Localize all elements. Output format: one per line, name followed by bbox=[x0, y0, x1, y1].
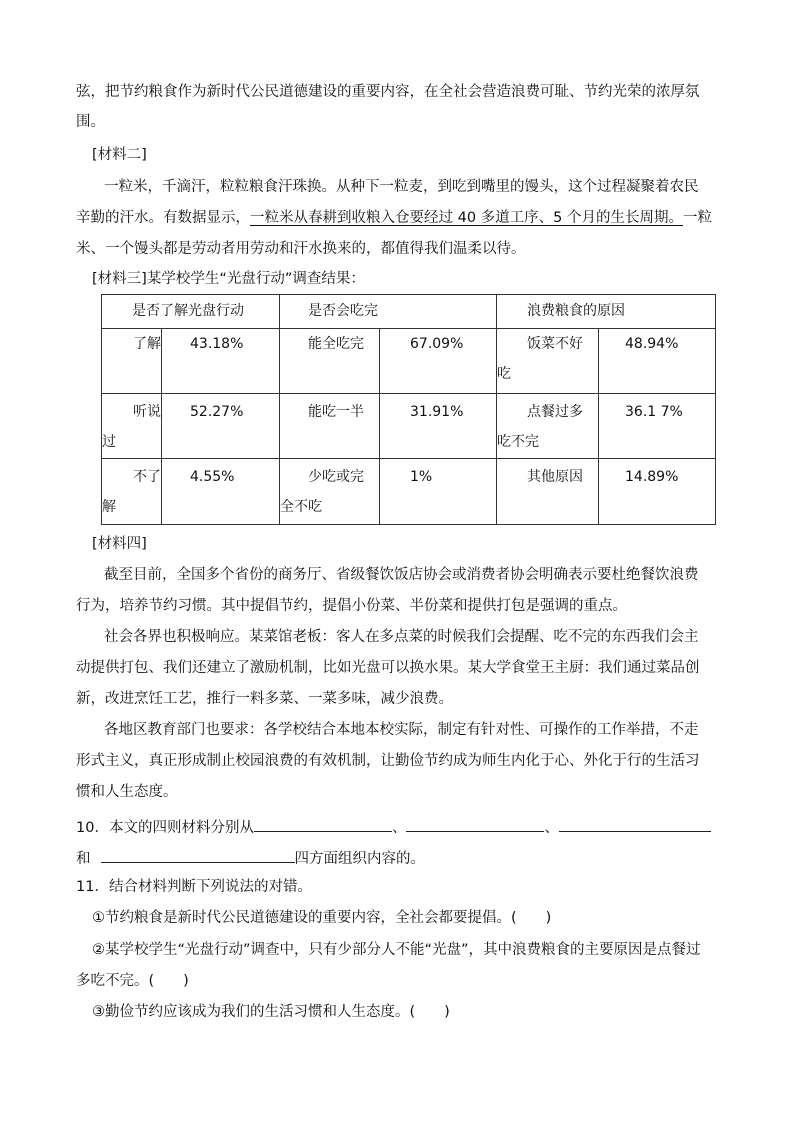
question-11-item-2: 多吃不完。( ) bbox=[76, 973, 189, 989]
question-10-text: 10．本文的四则材料分别从 bbox=[76, 820, 254, 836]
table-cell: 能吃一半 bbox=[280, 394, 380, 459]
table-header-cell: 浪费粮食的原因 bbox=[497, 295, 716, 329]
material-four-label: [材料四] bbox=[92, 536, 147, 552]
table-cell: 52.27% bbox=[162, 394, 280, 459]
material-four-text-line: 新，改进烹饪工艺，推行一料多菜、一菜多味，减少浪费。 bbox=[76, 691, 453, 707]
material-four-text-line: 形式主义，真正形成制止校园浪费的有效机制，让勤俭节约成为师生内化于心、外化于行的生活习 bbox=[76, 753, 700, 769]
table-row bbox=[102, 394, 716, 459]
table-cell: 饭菜不好 吃 bbox=[497, 329, 599, 394]
table-row bbox=[102, 329, 716, 394]
question-11-item-2: ②某学校学生“光盘行动”调查中，只有少部分人不能“光盘”，其中浪费粮食的主要原因是点餐过 bbox=[92, 942, 701, 958]
material-two-text-line bbox=[76, 208, 712, 228]
table-cell: 4.55% bbox=[162, 459, 280, 525]
table-cell: 14.89% bbox=[599, 459, 716, 525]
question-11-item-1: ①节约粮食是新时代公民道德建设的重要内容，全社会都要提倡。( ) bbox=[92, 910, 552, 926]
table-header-row bbox=[102, 295, 716, 329]
underlined-sentence: 一粒米从春耕到收粮入仓要经过 40 多道工序、5 个月的生长周期。 bbox=[250, 210, 684, 226]
material-four-text-line: 行为，培养节约习惯。其中提倡节约，提倡小份菜、半份菜和提供打包是强调的重点。 bbox=[76, 598, 627, 614]
table-row bbox=[102, 459, 716, 525]
question-10-text: 四方面组织内容的。 bbox=[294, 851, 425, 867]
separator: 、 bbox=[391, 820, 407, 836]
table-cell: 少吃或完 全不吃 bbox=[280, 459, 380, 525]
material-four-text-line: 社会各界也积极响应。某菜馆老板：客人在多点菜的时候我们会提醒、吃不完的东西我们会主 bbox=[104, 629, 699, 645]
table-cell: 1% bbox=[380, 459, 497, 525]
table-cell: 36.1 7% bbox=[599, 394, 716, 459]
material-four-text-line: 截至目前，全国多个省份的商务厅、省级餐饮饭店协会或消费者协会明确表示要杜绝餐饮浪费 bbox=[104, 567, 699, 583]
table-cell: 不了 解 bbox=[102, 459, 162, 525]
material-two-text-line: 米、一个馒头都是劳动者用劳动和汗水换来的，都值得我们温柔以待。 bbox=[76, 241, 526, 257]
material-two-label: [材料二] bbox=[92, 147, 147, 163]
table-cell: 31.91% bbox=[380, 394, 497, 459]
survey-table bbox=[101, 294, 716, 525]
answer-blank-3[interactable] bbox=[559, 815, 711, 832]
table-cell: 点餐过多 吃不完 bbox=[497, 394, 599, 459]
question-11-title: 11．结合材料判断下列说法的对错。 bbox=[76, 879, 312, 895]
table-cell: 了解 bbox=[102, 329, 162, 394]
material-two-text-line: 一粒米，千滴汗，粒粒粮食汗珠换。从种下一粒麦，到吃到嘴里的馒头，这个过程凝聚着农民 bbox=[104, 179, 699, 195]
table-cell: 能全吃完 bbox=[280, 329, 380, 394]
table-cell: 其他原因 bbox=[497, 459, 599, 525]
material-three-label: [材料三]某学校学生“光盘行动”调查结果： bbox=[92, 271, 365, 287]
material-four-text-line: 各地区教育部门也要求：各学校结合本地本校实际，制定有针对性、可操作的工作举措，不走 bbox=[104, 722, 699, 738]
answer-blank-4[interactable] bbox=[101, 846, 295, 863]
table-cell: 听说 过 bbox=[102, 394, 162, 459]
question-10-text: 和 bbox=[76, 851, 91, 867]
answer-blank-1[interactable] bbox=[254, 815, 392, 832]
separator: 、 bbox=[544, 820, 559, 836]
question-10-line bbox=[76, 846, 425, 869]
material-four-text-line: 动提供打包、我们还建立了激励机制，比如光盘可以换水果。某大学食堂王主厨：我们通过菜品创 bbox=[76, 660, 700, 676]
material-four-text-line: 惯和人生态度。 bbox=[76, 784, 178, 800]
question-10-line bbox=[76, 815, 711, 838]
table-header-cell: 是否了解光盘行动 bbox=[102, 295, 280, 329]
table-cell: 67.09% bbox=[380, 329, 497, 394]
material-two-text: 一粒 bbox=[683, 210, 713, 226]
table-cell: 43.18% bbox=[162, 329, 280, 394]
material-one-text-line: 围。 bbox=[76, 114, 105, 130]
answer-blank-2[interactable] bbox=[406, 815, 544, 832]
question-11-item-3: ③勤俭节约应该成为我们的生活习惯和人生态度。( ) bbox=[92, 1004, 450, 1020]
material-one-text-line: 弦，把节约粮食作为新时代公民道德建设的重要内容，在全社会营造浪费可耻、节约光荣的浓厚氛 bbox=[76, 84, 700, 100]
table-cell: 48.94% bbox=[599, 329, 716, 394]
material-two-text: 辛勤的汗水。有数据显示， bbox=[76, 210, 250, 226]
table-header-cell: 是否会吃完 bbox=[280, 295, 497, 329]
